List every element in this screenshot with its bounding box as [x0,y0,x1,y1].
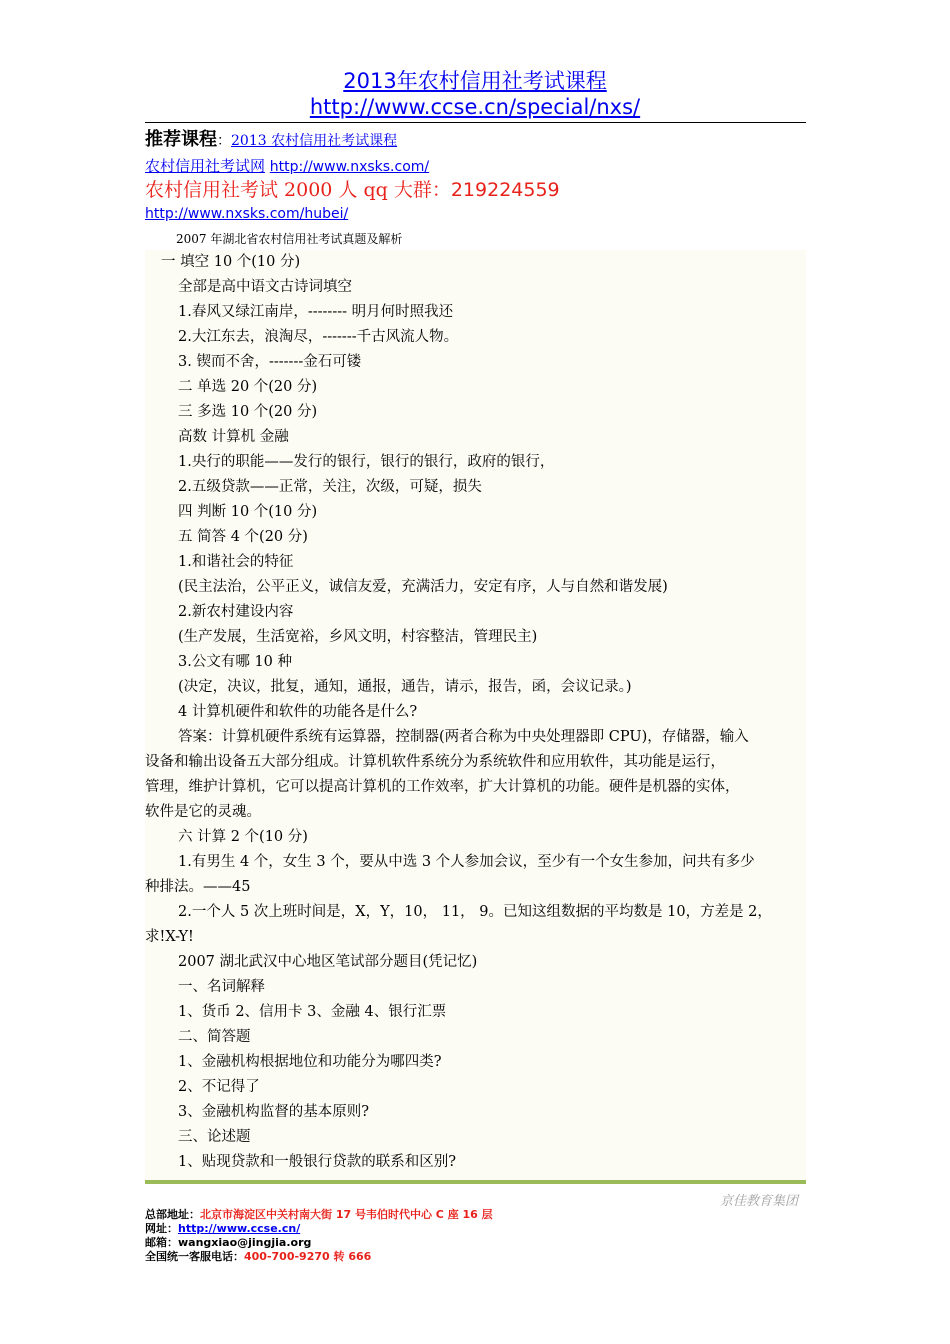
text-line: 三、论述题 [178,1129,251,1145]
text-line: 设备和输出设备五大部分组成。计算机软件系统分为系统软件和应用软件，其功能是运行， [145,754,725,770]
footer-address [145,1208,493,1222]
footer-email-label: 邮箱： [145,1236,178,1249]
text-line: 1.央行的职能——发行的银行，银行的银行，政府的银行， [178,454,555,470]
footer-address-value: 北京市海淀区中关村南大街 17 号韦伯时代中心 C 座 16 层 [200,1208,493,1221]
recommend-label: 推荐课程 [145,129,217,150]
text-line: 求!X-Y! [145,929,194,945]
qq-group-line [145,176,560,204]
recommend-colon: ： [217,133,231,149]
text-line: 全部是高中语文古诗词填空 [178,279,352,295]
text-line: 4 计算机硬件和软件的功能各是什么? [178,704,418,720]
text-line: 2007 湖北武汉中心地区笔试部分题目(凭记忆) [178,954,478,970]
text-line: 1、货币 2、信用卡 3、金融 4、银行汇票 [178,1004,447,1020]
footer-website [145,1222,300,1236]
text-line: 2、不记得了 [178,1079,260,1095]
header-url-link[interactable]: http://www.ccse.cn/special/nxs/ [309,95,641,119]
text-line: 二、简答题 [178,1029,251,1045]
site-name-link[interactable]: 农村信用社考试网 [145,157,266,175]
site-line [145,156,429,177]
footer-brand: 京佳教育集团 [720,1194,799,1209]
text-line: 3. 锲而不舍，-------金石可镂 [178,354,362,370]
qq-group-text: 农村信用社考试 2000 人 qq 大群： [145,179,451,201]
hubei-url-link[interactable]: http://www.nxsks.com/hubei/ [145,206,349,222]
text-line: (决定，决议，批复，通知，通报，通告，请示，报告，函，会议记录。) [178,679,632,695]
footer-phone-label: 全国统一客服电话： [145,1250,244,1263]
recommend-line [145,128,397,153]
footer-website-label: 网址： [145,1222,178,1235]
document-body [145,250,806,1180]
text-line: 六 计算 2 个(10 分) [178,829,308,845]
text-line: 一 填空 10 个(10 分) [161,254,301,270]
text-line: 2.大江东去，浪淘尽，-------千古风流人物。 [178,329,459,345]
footer-email-value: wangxiao@jingjia.org [178,1236,312,1249]
footer-address-label: 总部地址： [145,1208,200,1221]
text-line: 2.一个人 5 次上班时间是，X，Y，10， 11， 9。已知这组数据的平均数是 10，方差是 2， [178,904,772,920]
text-line: 管理，维护计算机，它可以提高计算机的工作效率，扩大计算机的功能。硬件是机器的实体， [145,779,740,795]
text-line: 答案：计算机硬件系统有运算器，控制器(两者合称为中央处理器即 CPU)，存储器，输入 [178,729,749,745]
text-line: 2.五级贷款——正常，关注，次级，可疑，损失 [178,479,482,495]
text-line: 1.春风又绿江南岸，-------- 明月何时照我还 [178,304,454,320]
text-line: 3.公文有哪 10 种 [178,654,293,670]
footer-email [145,1236,311,1250]
text-line: 种排法。——45 [145,879,251,895]
text-line: 一、名词解释 [178,979,265,995]
text-line: 3、金融机构监督的基本原则? [178,1104,369,1120]
text-line: 1、贴现贷款和一般银行贷款的联系和区别? [178,1154,456,1170]
footer-phone-value: 400-700-9270 转 666 [244,1250,372,1263]
recommend-course-link[interactable]: 2013 农村信用社考试课程 [231,133,398,149]
document-title: 2007 年湖北省农村信用社考试真题及解析 [176,232,403,246]
qq-group-number: 219224559 [450,179,560,201]
text-line: 1.和谐社会的特征 [178,554,294,570]
text-line: 二 单选 20 个(20 分) [178,379,318,395]
text-line: 高数 计算机 金融 [178,429,289,445]
text-line: 软件是它的灵魂。 [145,804,261,820]
text-line: (民主法治，公平正义，诚信友爱，充满活力，安定有序，人与自然和谐发展) [178,579,668,595]
text-line: 1.有男生 4 个，女生 3 个，要从中选 3 个人参加会议，至少有一个女生参加，问共有多少 [178,854,755,870]
footer-website-link[interactable]: http://www.ccse.cn/ [178,1222,301,1235]
text-line: 五 简答 4 个(20 分) [178,529,308,545]
text-line: 2.新农村建设内容 [178,604,294,620]
text-line: 1、金融机构根据地位和功能分为哪四类? [178,1054,442,1070]
header-divider [145,122,806,123]
text-line: 四 判断 10 个(10 分) [178,504,318,520]
text-line: (生产发展，生活宽裕，乡风文明，村容整洁，管理民主) [178,629,538,645]
footer-phone [145,1250,371,1264]
header-title-link[interactable]: 2013年农村信用社考试课程 [343,69,607,93]
site-url-link[interactable]: http://www.nxsks.com/ [269,159,430,175]
text-line: 三 多选 10 个(20 分) [178,404,318,420]
footer-divider [145,1180,806,1184]
